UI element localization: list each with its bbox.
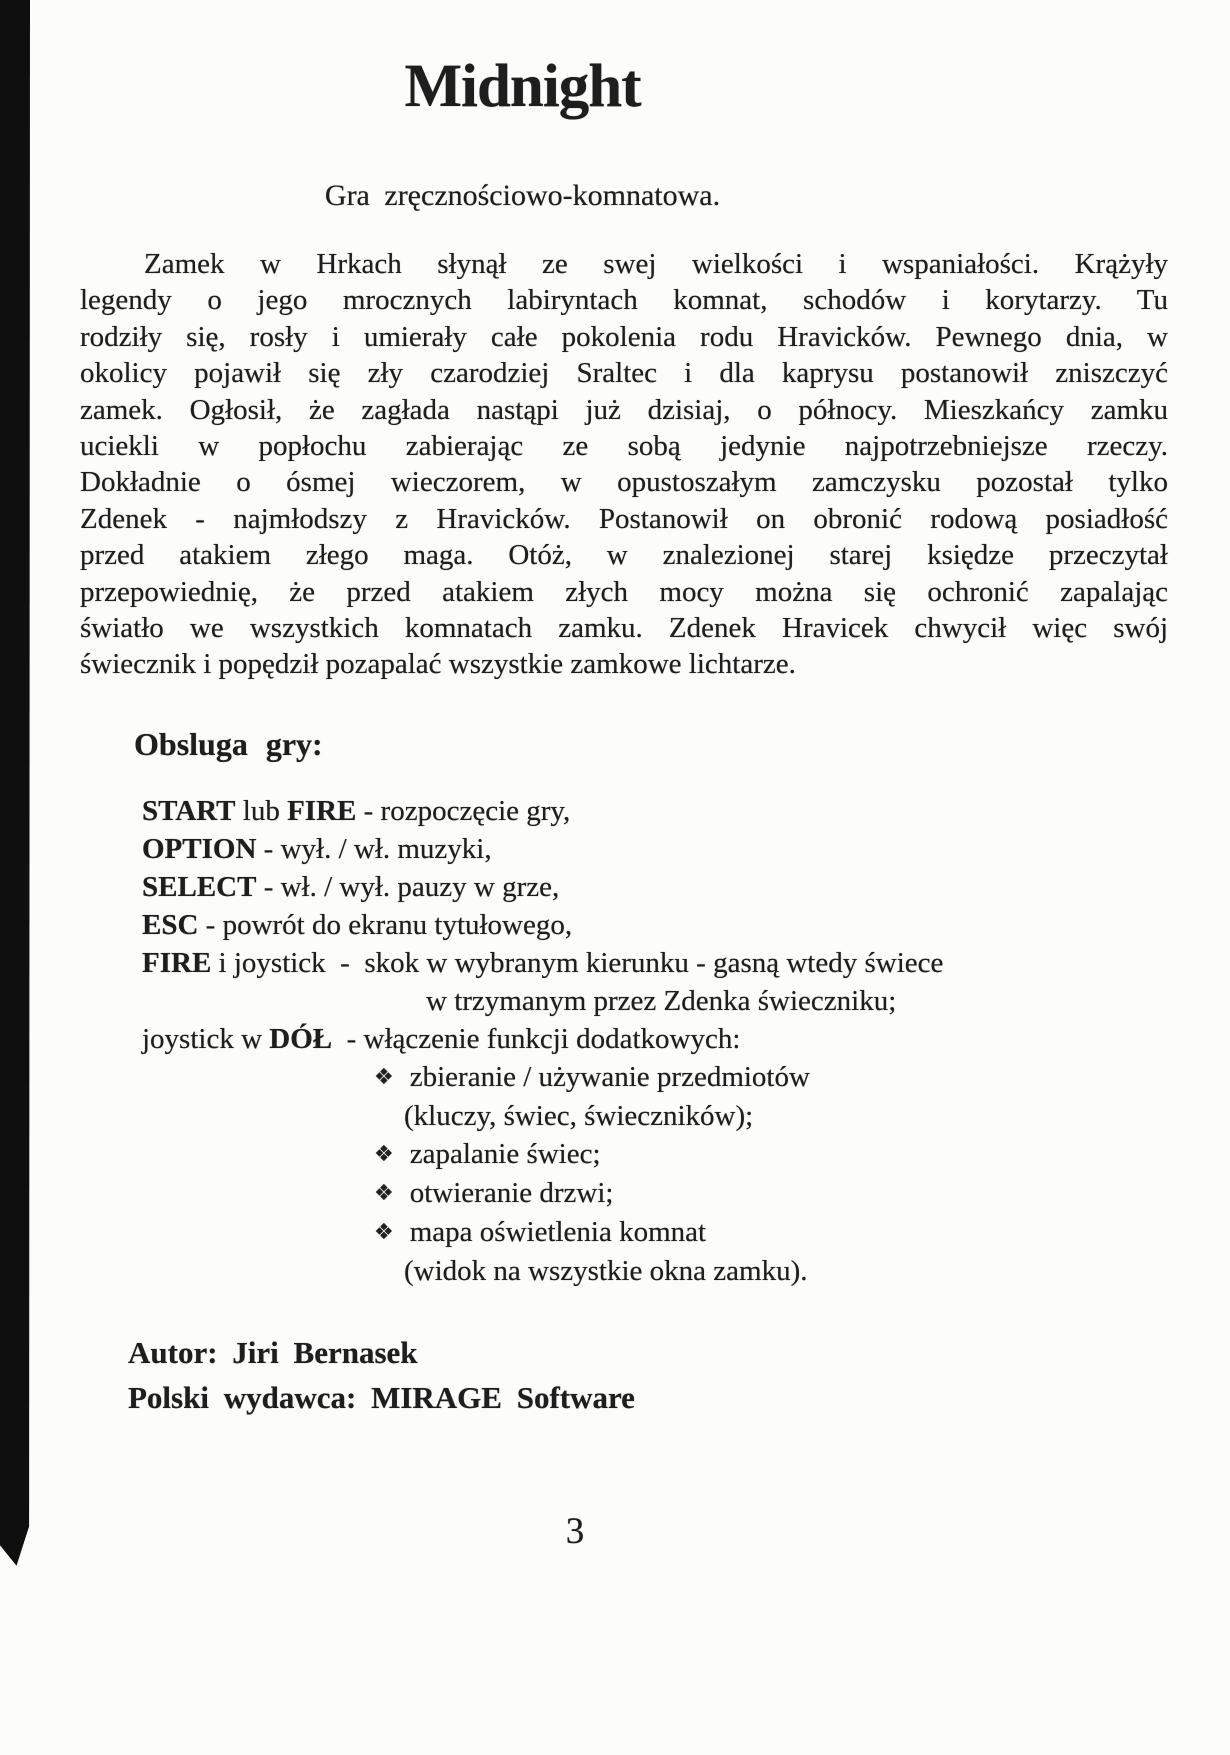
control-line <box>142 830 1172 868</box>
diamond-bullet-icon: ❖ <box>374 1065 394 1090</box>
story-line: Dokładnie o ósmej wieczorem, w opustoszałym zamczysku pozostał tylko <box>80 466 1168 499</box>
story-paragraph <box>80 246 1168 683</box>
control-line <box>142 982 1172 1020</box>
control-text: joystick w <box>142 1023 270 1055</box>
diamond-bullet-icon: ❖ <box>374 1181 394 1206</box>
story-line: rodziły się, rosły i umierały całe pokolenia rodu Hravicków. Pewnego dnia, w <box>80 320 1168 353</box>
control-text: - wł. / wył. pauzy w grze, <box>256 871 560 903</box>
page-number: 3 <box>565 1511 585 1552</box>
section-heading-controls: Obsluga gry: <box>134 726 323 762</box>
control-line <box>142 1135 1172 1174</box>
page-subtitle: Gra zręcznościowo-komnatowa. <box>324 179 721 212</box>
story-line: okolicy pojawił się zły czarodziej Sraltec i dla kaprysu postanowił zniszczyć <box>80 357 1168 390</box>
control-text: w trzymanym przez Zdenka świeczniku; <box>426 985 897 1017</box>
control-key-label: FIRE <box>142 947 212 979</box>
control-text: - włączenie funkcji dodatkowych: <box>332 1023 741 1055</box>
story-line: światło we wszystkich komnatach zamku. Zdenek Hravicek chwycił więc swój <box>80 612 1168 645</box>
control-key-label: DÓŁ <box>269 1023 333 1055</box>
diamond-bullet-icon: ❖ <box>374 1142 394 1167</box>
control-text: zbieranie / używanie przedmiotów <box>409 1061 810 1093</box>
control-line <box>142 1058 1172 1097</box>
control-line <box>142 944 1172 982</box>
control-key-label: OPTION <box>142 833 257 865</box>
control-line <box>142 1252 1172 1290</box>
control-line <box>142 906 1172 944</box>
page-title: Midnight <box>404 53 641 120</box>
control-text: - powrót do ekranu tytułowego, <box>198 909 573 941</box>
control-line <box>142 792 1172 830</box>
control-text: mapa oświetlenia komnat <box>409 1216 707 1248</box>
control-line <box>142 1097 1172 1135</box>
story-line: świecznik i popędził pozapalać wszystkie zamkowe lichtarze. <box>80 648 796 681</box>
control-text: (kluczy, świec, świeczników); <box>404 1100 754 1132</box>
story-line: przepowiednię, że przed atakiem złych mocy można się ochronić zapalając <box>80 575 1168 608</box>
control-key-label: SELECT <box>142 871 257 903</box>
story-line: Zdenek - najmłodszy z Hravicków. Postanowił on obronić rodową posiadłość <box>80 502 1168 535</box>
control-text: (widok na wszystkie okna zamku). <box>404 1255 808 1287</box>
author-line: Autor: Jiri Bernasek <box>128 1335 418 1370</box>
story-line: Zamek w Hrkach słynął ze swej wielkości i wspaniałości. Krążyły <box>144 248 1168 280</box>
control-line <box>142 1174 1172 1213</box>
publisher-line: Polski wydawca: MIRAGE Software <box>128 1380 635 1415</box>
control-key-label: START <box>142 795 236 827</box>
scan-edge-artifact <box>0 0 30 1572</box>
controls-list <box>142 792 1172 1290</box>
control-text: otwieranie drzwi; <box>409 1177 614 1209</box>
story-line: przed atakiem złego maga. Otóż, w znalezionej starej księdze przeczytał <box>80 539 1168 572</box>
control-text: lub <box>235 795 288 827</box>
story-line: legendy o jego mrocznych labiryntach komnat, schodów i korytarzy. Tu <box>80 284 1168 317</box>
diamond-bullet-icon: ❖ <box>374 1220 394 1245</box>
control-key-label: ESC <box>142 909 199 941</box>
control-line <box>142 1213 1172 1252</box>
control-text: - rozpoczęcie gry, <box>356 795 571 827</box>
control-text: - wył. / wł. muzyki, <box>256 833 492 865</box>
control-text: i joystick - skok w wybranym kierunku - gasną wtedy świece <box>211 947 944 979</box>
story-line: uciekli w popłochu zabierając ze sobą jedynie najpotrzebniejsze rzeczy. <box>80 430 1168 463</box>
credits-block <box>128 1330 635 1420</box>
story-line: zamek. Ogłosił, że zagłada nastąpi już dzisiaj, o północy. Mieszkańcy zamku <box>80 393 1168 426</box>
control-key-label: FIRE <box>287 795 357 827</box>
control-line <box>142 1020 1172 1058</box>
control-line <box>142 868 1172 906</box>
control-text: zapalanie świec; <box>409 1138 601 1170</box>
